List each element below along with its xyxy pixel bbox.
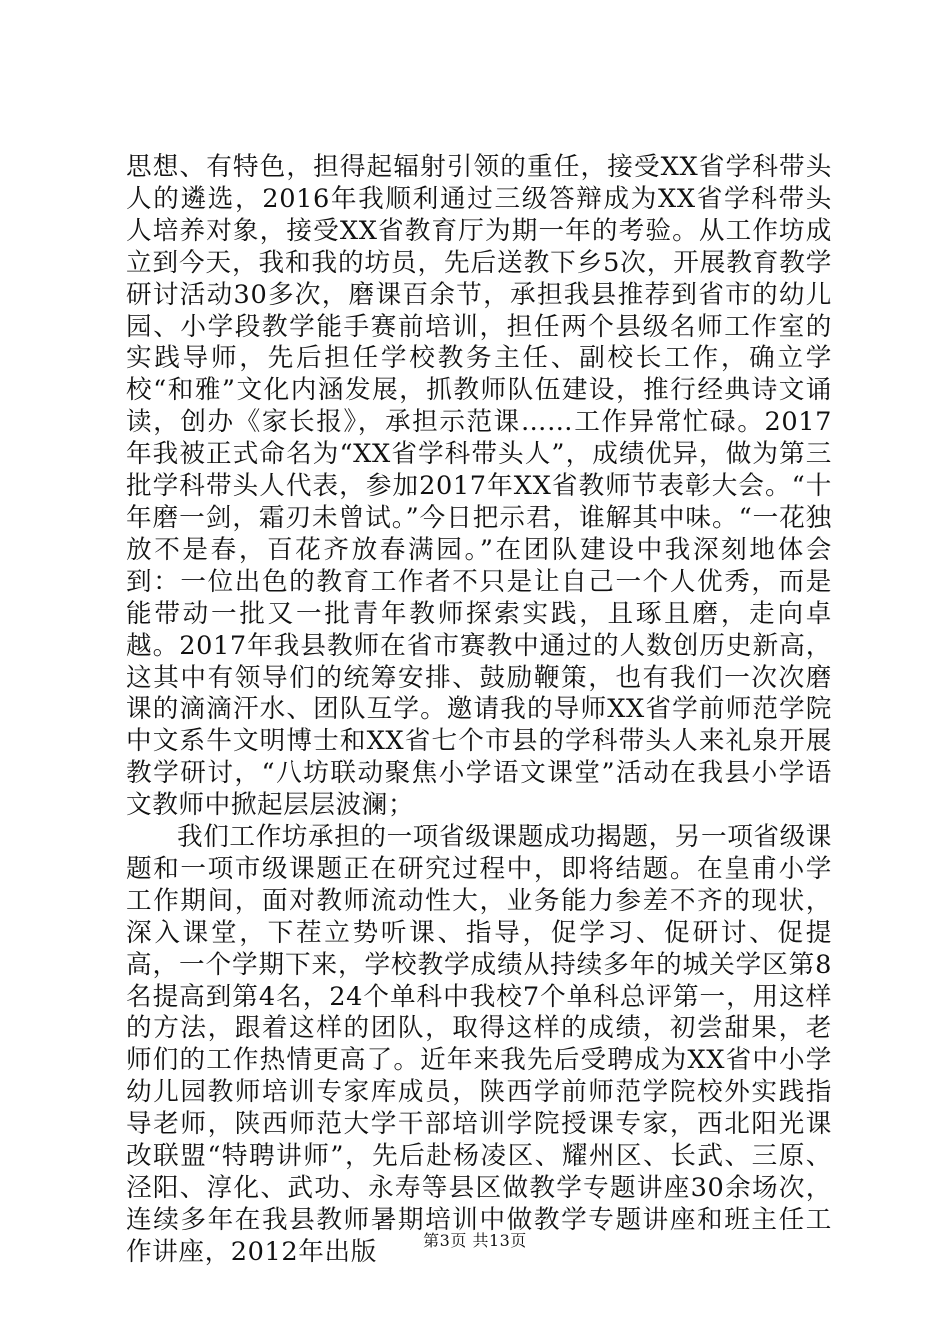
body-text [126, 152, 832, 1269]
paragraph-research-projects: 我们工作坊承担的一项省级课题成功揭题，另一项省级课题和一项市级课题正在研究过程中，即将结题。在皇甫小学工作期间，面对教师流动性大，业务能力参差不齐的现状，深入课堂，下茬立势听课、指导，促学习、促研讨、促提高，一个学期下来，学校教学成绩从持续多年的城关学区第8名提高到第4名，24个单科中我校7个单科总评第一，用这样的方法，跟着这样的团队，取得这样的成绩，初尝甜果，老师们的工作热情更高了。近年来我先后受聘成为XX省中小学幼儿园教师培训专家库成员，陕西学前师范学院校外实践指导老师，陕西师范大学干部培训学院授课专家，西北阳光课改联盟“特聘讲师”，先后赴杨凌区、耀州区、长武、三原、泾阳、淳化、武功、永寿等县区做教学专题讲座30余场次，连续多年在我县教师暑期培训中做教学专题讲座和班主任工作讲座，2012年出版 [126, 822, 832, 1267]
page-number: 第3页 共13页 [423, 1231, 527, 1250]
page-footer [0, 1230, 950, 1252]
paragraph-continued: 思想、有特色，担得起辐射引领的重任，接受XX省学科带头人的遴选，2016年我顺利通过三级答辩成为XX省学科带头人培养对象，接受XX省教育厅为期一年的考验。从工作坊成立到今天，我和我的坊员，先后送教下乡5次，开展教育教学研讨活动30多次，磨课百余节，承担我县推荐到省市的幼儿园、小学段教学能手赛前培训，担任两个县级名师工作室的实践导师，先后担任学校教务主任、副校长工作，确立学校“和雅”文化内涵发展，抓教师队伍建设，推行经典诗文诵读，创办《家长报》，承担示范课……工作异常忙碌。2017年我被正式命名为“XX省学科带头人”，成绩优异，做为第三批学科带头人代表，参加2017年XX省教师节表彰大会。“十年磨一剑，霜刃未曾试。”今日把示君，谁解其中味。“一花独放不是春，百花齐放春满园。”在团队建设中我深刻地体会到：一位出色的教育工作者不只是让自己一个人优秀，而是能带动一批又一批青年教师探索实践，且琢且磨，走向卓越。2017年我县教师在省市赛教中通过的人数创历史新高，这其中有领导们的统筹安排、鼓励鞭策，也有我们一次次磨课的滴滴汗水、团队互学。邀请我的导师XX省学前师范学院中文系牛文明博士和XX省七个市县的学科带头人来礼泉开展教学研讨，“八坊联动聚焦小学语文课堂”活动在我县小学语文教师中掀起层层波澜； [126, 152, 832, 821]
